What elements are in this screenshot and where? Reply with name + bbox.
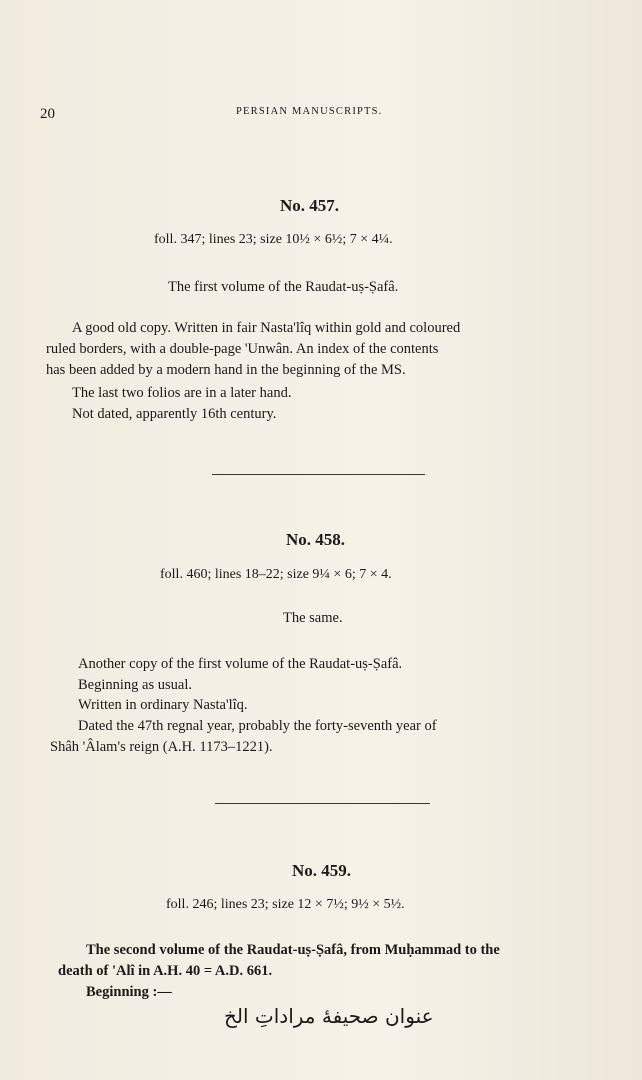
entry-457-line: The last two folios are in a later hand. <box>72 385 292 401</box>
entry-459-meta: foll. 246; lines 23; size 12 × 7½; 9½ × 5½. <box>166 897 405 912</box>
entry-458-meta: foll. 460; lines 18–22; size 9¼ × 6; 7 × 4. <box>160 567 392 582</box>
entry-457-line: has been added by a modern hand in the beginning of the MS. <box>46 362 406 378</box>
section-divider <box>212 474 425 475</box>
entry-457-meta: foll. 347; lines 23; size 10½ × 6½; 7 × 4¼. <box>154 232 393 247</box>
entry-459-line: Beginning :— <box>86 984 172 1000</box>
entry-457-line: A good old copy. Written in fair Nasta'lîq within gold and coloured <box>72 320 461 336</box>
section-divider <box>215 803 430 804</box>
entry-458-line: Written in ordinary Nasta'lîq. <box>78 697 248 713</box>
entry-459-line: death of 'Alî in A.H. 40 = A.D. 661. <box>58 963 273 979</box>
entry-459-line: The second volume of the Raudat-uṣ-Ṣafâ, from Muḥammad to the <box>86 942 500 958</box>
page-number: 20 <box>40 106 55 122</box>
entry-458-line: Dated the 47th regnal year, probably the forty-seventh year of <box>78 718 437 734</box>
entry-459-number: No. 459. <box>292 861 352 880</box>
entry-458-line: Another copy of the first volume of the Raudat-uṣ-Ṣafâ. <box>78 656 403 672</box>
entry-458-line: Shâh 'Âlam's reign (A.H. 1173–1221). <box>50 739 273 755</box>
entry-457-number: No. 457. <box>280 196 340 215</box>
entry-458-subtitle: The same. <box>283 610 343 626</box>
entry-457-line: ruled borders, with a double-page 'Unwân. An index of the contents <box>46 341 439 357</box>
arabic-incipit: عنوان صحيفهٔ مراداتِ الخ <box>224 1004 434 1028</box>
entry-458-number: No. 458. <box>286 530 346 549</box>
entry-458-line: Beginning as usual. <box>78 677 192 693</box>
entry-457-line: Not dated, apparently 16th century. <box>72 406 277 422</box>
entry-457-subtitle: The first volume of the Raudat-uṣ-Ṣafâ. <box>168 279 399 295</box>
running-title: PERSIAN MANUSCRIPTS. <box>236 106 383 117</box>
